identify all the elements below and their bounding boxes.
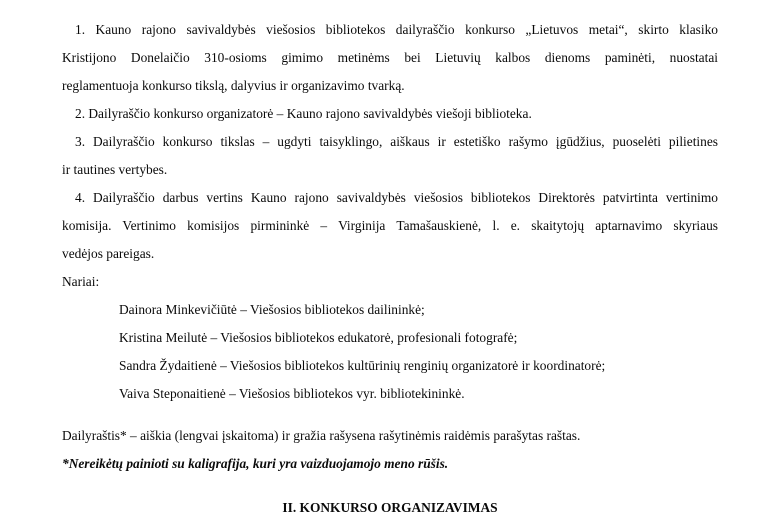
footnote-paragraph (62, 450, 718, 478)
members-list (62, 296, 718, 408)
paragraph-line: komisija. Vertinimo komisijos pirmininkė – Virginija Tamašauskienė, l. e. skaitytojų aptarnavimo skyriaus (62, 218, 718, 233)
paragraph-line: vedėjos pareigas. (62, 246, 155, 261)
paragraph-1 (62, 16, 718, 100)
member-item: Kristina Meilutė – Viešosios bibliotekos edukatorė, profesionali fotografė; (119, 330, 518, 345)
section-heading: II. KONKURSO ORGANIZAVIMAS (282, 500, 498, 515)
paragraph-line: Kristijono Donelaičio 310-osioms gimimo metinėms bei Lietuvių kalbos dienoms paminėti, nuostatai (62, 50, 718, 65)
paragraph-line: 2. Dailyraščio konkurso organizatorė – Kauno rajono savivaldybės viešoji biblioteka. (75, 106, 532, 121)
definition-text: Dailyraštis* – aiškia (lengvai įskaitoma) ir gražia rašysena rašytinėmis raidėmis parašytas raštas. (62, 428, 581, 443)
members-label-text: Nariai: (62, 274, 100, 289)
paragraph-line: 4. Dailyraščio darbus vertins Kauno rajono savivaldybės viešosios bibliotekos Direktorės patvirtinta vertinimo (75, 190, 718, 205)
paragraph-line: ir tautines vertybes. (62, 162, 168, 177)
member-item: Vaiva Steponaitienė – Viešosios bibliotekos vyr. bibliotekininkė. (119, 386, 465, 401)
member-item: Sandra Žydaitienė – Viešosios bibliotekos kultūrinių renginių organizatorė ir koordinatorė; (119, 358, 606, 373)
paragraph-line: 3. Dailyraščio konkurso tikslas – ugdyti taisyklingo, aiškaus ir estetiško rašymo įgūdžius, puoselėti pilietines (75, 134, 718, 149)
paragraph-4 (62, 184, 718, 268)
members-label (62, 268, 718, 296)
paragraph-line: 1. Kauno rajono savivaldybės viešosios bibliotekos dailyraščio konkurso „Lietuvos metai“, skirto klasiko (75, 22, 718, 37)
definition-paragraph (62, 422, 718, 450)
paragraph-2 (62, 100, 718, 128)
paragraph-3 (62, 128, 718, 184)
footnote-text: *Nereikėtų painioti su kaligrafija, kuri yra vaizduojamojo meno rūšis. (62, 456, 449, 471)
member-item: Dainora Minkevičiūtė – Viešosios bibliotekos dailininkė; (119, 302, 425, 317)
paragraph-line: reglamentuoja konkurso tikslą, dalyvius ir organizavimo tvarką. (62, 78, 405, 93)
